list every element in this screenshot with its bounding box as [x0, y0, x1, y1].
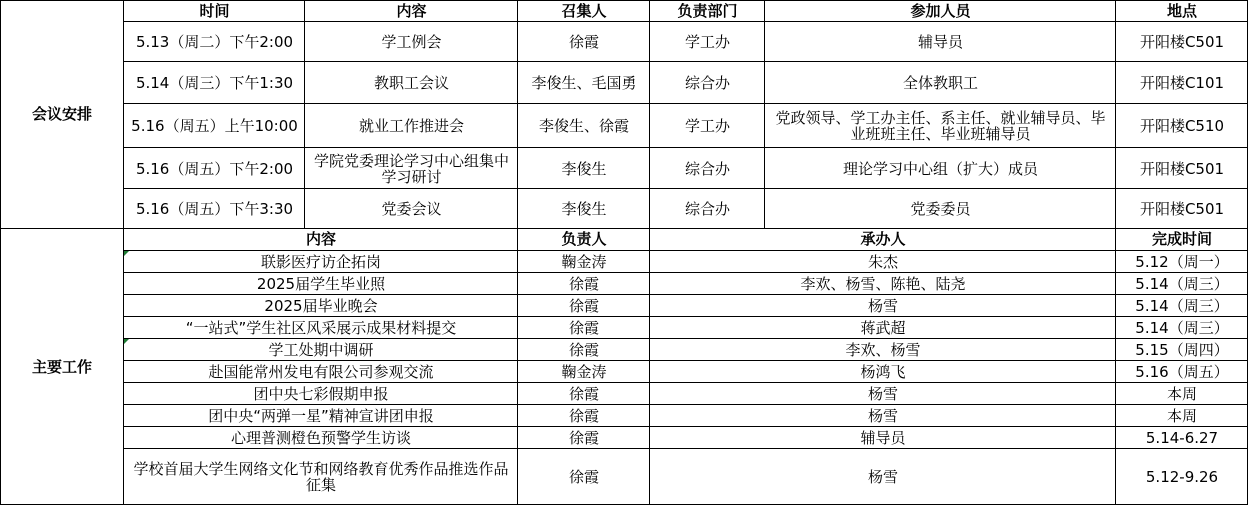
grid-line [1115, 228, 1116, 505]
grid-line [649, 0, 650, 228]
work-owner: 徐霞 [568, 428, 599, 447]
meetings-header-content: 内容 [396, 2, 427, 20]
grid-line [124, 272, 1248, 273]
meeting-location: 开阳楼C501 [1139, 33, 1225, 51]
work-deadline: 5.14（周三） [1135, 318, 1229, 337]
work-handler: 杨雪 [867, 468, 898, 486]
grid-line [0, 0, 1248, 1]
work-content: 团中央七彩假期申报 [253, 384, 389, 403]
meeting-convener: 李俊生、徐霞 [538, 117, 629, 135]
meeting-time: 5.13（周二）下午2:00 [135, 33, 294, 51]
work-header-deadline: 完成时间 [1151, 230, 1212, 248]
meeting-location: 开阳楼C510 [1139, 117, 1225, 135]
work-content: “一站式”学生社区风采展示成果材料提交 [185, 318, 457, 337]
meeting-content: 学工例会 [381, 33, 442, 51]
meeting-content: 党委会议 [381, 199, 442, 218]
meetings-header-participants: 参加人员 [910, 2, 971, 20]
work-deadline: 5.14-6.27 [1145, 428, 1219, 447]
grid-line [124, 61, 1248, 62]
grid-line [517, 228, 518, 505]
meeting-convener: 李俊生 [561, 159, 607, 178]
meeting-content: 学院党委理论学习中心组集中学习研讨 [313, 151, 509, 186]
work-handler: 蒋武超 [860, 318, 906, 337]
work-handler: 杨雪 [867, 384, 898, 403]
grid-line [517, 0, 518, 228]
work-content: 学工处期中调研 [268, 340, 374, 359]
meeting-location: 开阳楼C501 [1139, 199, 1225, 218]
comment-marker-icon [124, 251, 129, 256]
grid-line [124, 382, 1248, 383]
grid-line [1115, 0, 1116, 228]
grid-line [124, 294, 1248, 295]
grid-line [304, 0, 305, 228]
work-header-owner: 负责人 [561, 230, 607, 248]
work-owner: 徐霞 [568, 296, 599, 315]
grid-line [0, 0, 1, 505]
work-content: 赴国能常州发电有限公司参观交流 [208, 362, 434, 381]
work-owner: 徐霞 [568, 384, 599, 403]
grid-line [649, 228, 650, 505]
work-content: 学校首届大学生网络文化节和网络教育优秀作品推选作品征集 [133, 460, 509, 494]
work-deadline: 5.14（周三） [1135, 296, 1229, 315]
meeting-convener: 徐霞 [568, 33, 599, 51]
work-content: 团中央“两弹一星”精神宣讲团申报 [208, 406, 434, 425]
meeting-content: 教职工会议 [373, 74, 449, 92]
work-content: 2025届学生毕业照 [256, 274, 386, 293]
meeting-participants: 全体教职工 [902, 74, 978, 92]
work-deadline: 5.16（周五） [1135, 362, 1229, 381]
meeting-location: 开阳楼C501 [1139, 159, 1225, 178]
grid-line [124, 426, 1248, 427]
work-content: 2025届毕业晚会 [264, 296, 378, 315]
meeting-time: 5.16（周五）下午2:00 [135, 159, 294, 178]
work-owner: 徐霞 [568, 340, 599, 359]
work-deadline: 5.12-9.26 [1145, 468, 1219, 486]
meeting-time: 5.16（周五）下午3:30 [135, 199, 294, 218]
work-section-label: 主要工作 [31, 357, 92, 376]
grid-line [764, 0, 765, 228]
grid-line [124, 103, 1248, 104]
meeting-participants: 理论学习中心组（扩大）成员 [842, 159, 1038, 178]
work-handler: 杨雪 [867, 406, 898, 425]
meetings-header-time: 时间 [199, 2, 230, 20]
meeting-location: 开阳楼C101 [1139, 74, 1225, 92]
grid-line [124, 250, 1248, 251]
work-deadline: 本周 [1166, 384, 1197, 403]
work-handler: 杨雪 [867, 296, 898, 315]
meeting-time: 5.16（周五）上午10:00 [131, 117, 298, 135]
meeting-participants: 党委委员 [910, 199, 971, 218]
work-handler: 朱杰 [867, 252, 898, 271]
work-header-handler: 承办人 [860, 230, 906, 248]
grid-line [124, 360, 1248, 361]
work-handler: 杨鸿飞 [860, 362, 906, 381]
work-content: 联影医疗访企拓岗 [260, 252, 381, 271]
meeting-department: 综合办 [684, 199, 730, 218]
grid-line [124, 188, 1248, 189]
meetings-header-convener: 召集人 [561, 2, 607, 20]
meeting-time: 5.14（周三）下午1:30 [135, 74, 294, 92]
meeting-department: 综合办 [684, 74, 730, 92]
meeting-department: 学工办 [684, 117, 730, 135]
work-owner: 徐霞 [568, 318, 599, 337]
meeting-convener: 李俊生、毛国勇 [531, 74, 637, 92]
grid-line [124, 147, 1248, 148]
work-deadline: 5.14（周三） [1135, 274, 1229, 293]
meeting-content: 就业工作推进会 [358, 117, 464, 135]
work-owner: 徐霞 [568, 274, 599, 293]
meetings-section-label: 会议安排 [31, 105, 92, 123]
grid-line [124, 448, 1248, 449]
work-deadline: 本周 [1166, 406, 1197, 425]
work-handler: 李欢、杨雪、陈艳、陆尧 [800, 274, 966, 293]
meeting-department: 综合办 [684, 159, 730, 178]
work-deadline: 5.15（周四） [1135, 340, 1229, 359]
work-handler: 辅导员 [860, 428, 906, 447]
comment-marker-icon [124, 339, 129, 344]
work-owner: 徐霞 [568, 468, 599, 486]
grid-line [0, 228, 1248, 229]
work-header-content: 内容 [305, 230, 336, 248]
work-owner: 鞠金涛 [561, 362, 607, 381]
grid-line [124, 316, 1248, 317]
grid-line [124, 338, 1248, 339]
work-content: 心理普测橙色预警学生访谈 [230, 428, 411, 447]
work-owner: 徐霞 [568, 406, 599, 425]
meeting-participants: 党政领导、学工办主任、系主任、就业辅导员、毕业班班主任、毕业班辅导员 [775, 109, 1106, 143]
work-owner: 鞠金涛 [561, 252, 607, 271]
work-deadline: 5.12（周一） [1135, 252, 1229, 271]
grid-line [124, 404, 1248, 405]
meeting-department: 学工办 [684, 33, 730, 51]
work-handler: 李欢、杨雪 [845, 340, 921, 359]
meetings-header-department: 负责部门 [677, 2, 738, 20]
meeting-participants: 辅导员 [917, 33, 963, 51]
grid-line [124, 21, 1248, 22]
meeting-convener: 李俊生 [561, 199, 607, 218]
meetings-header-location: 地点 [1166, 2, 1197, 20]
